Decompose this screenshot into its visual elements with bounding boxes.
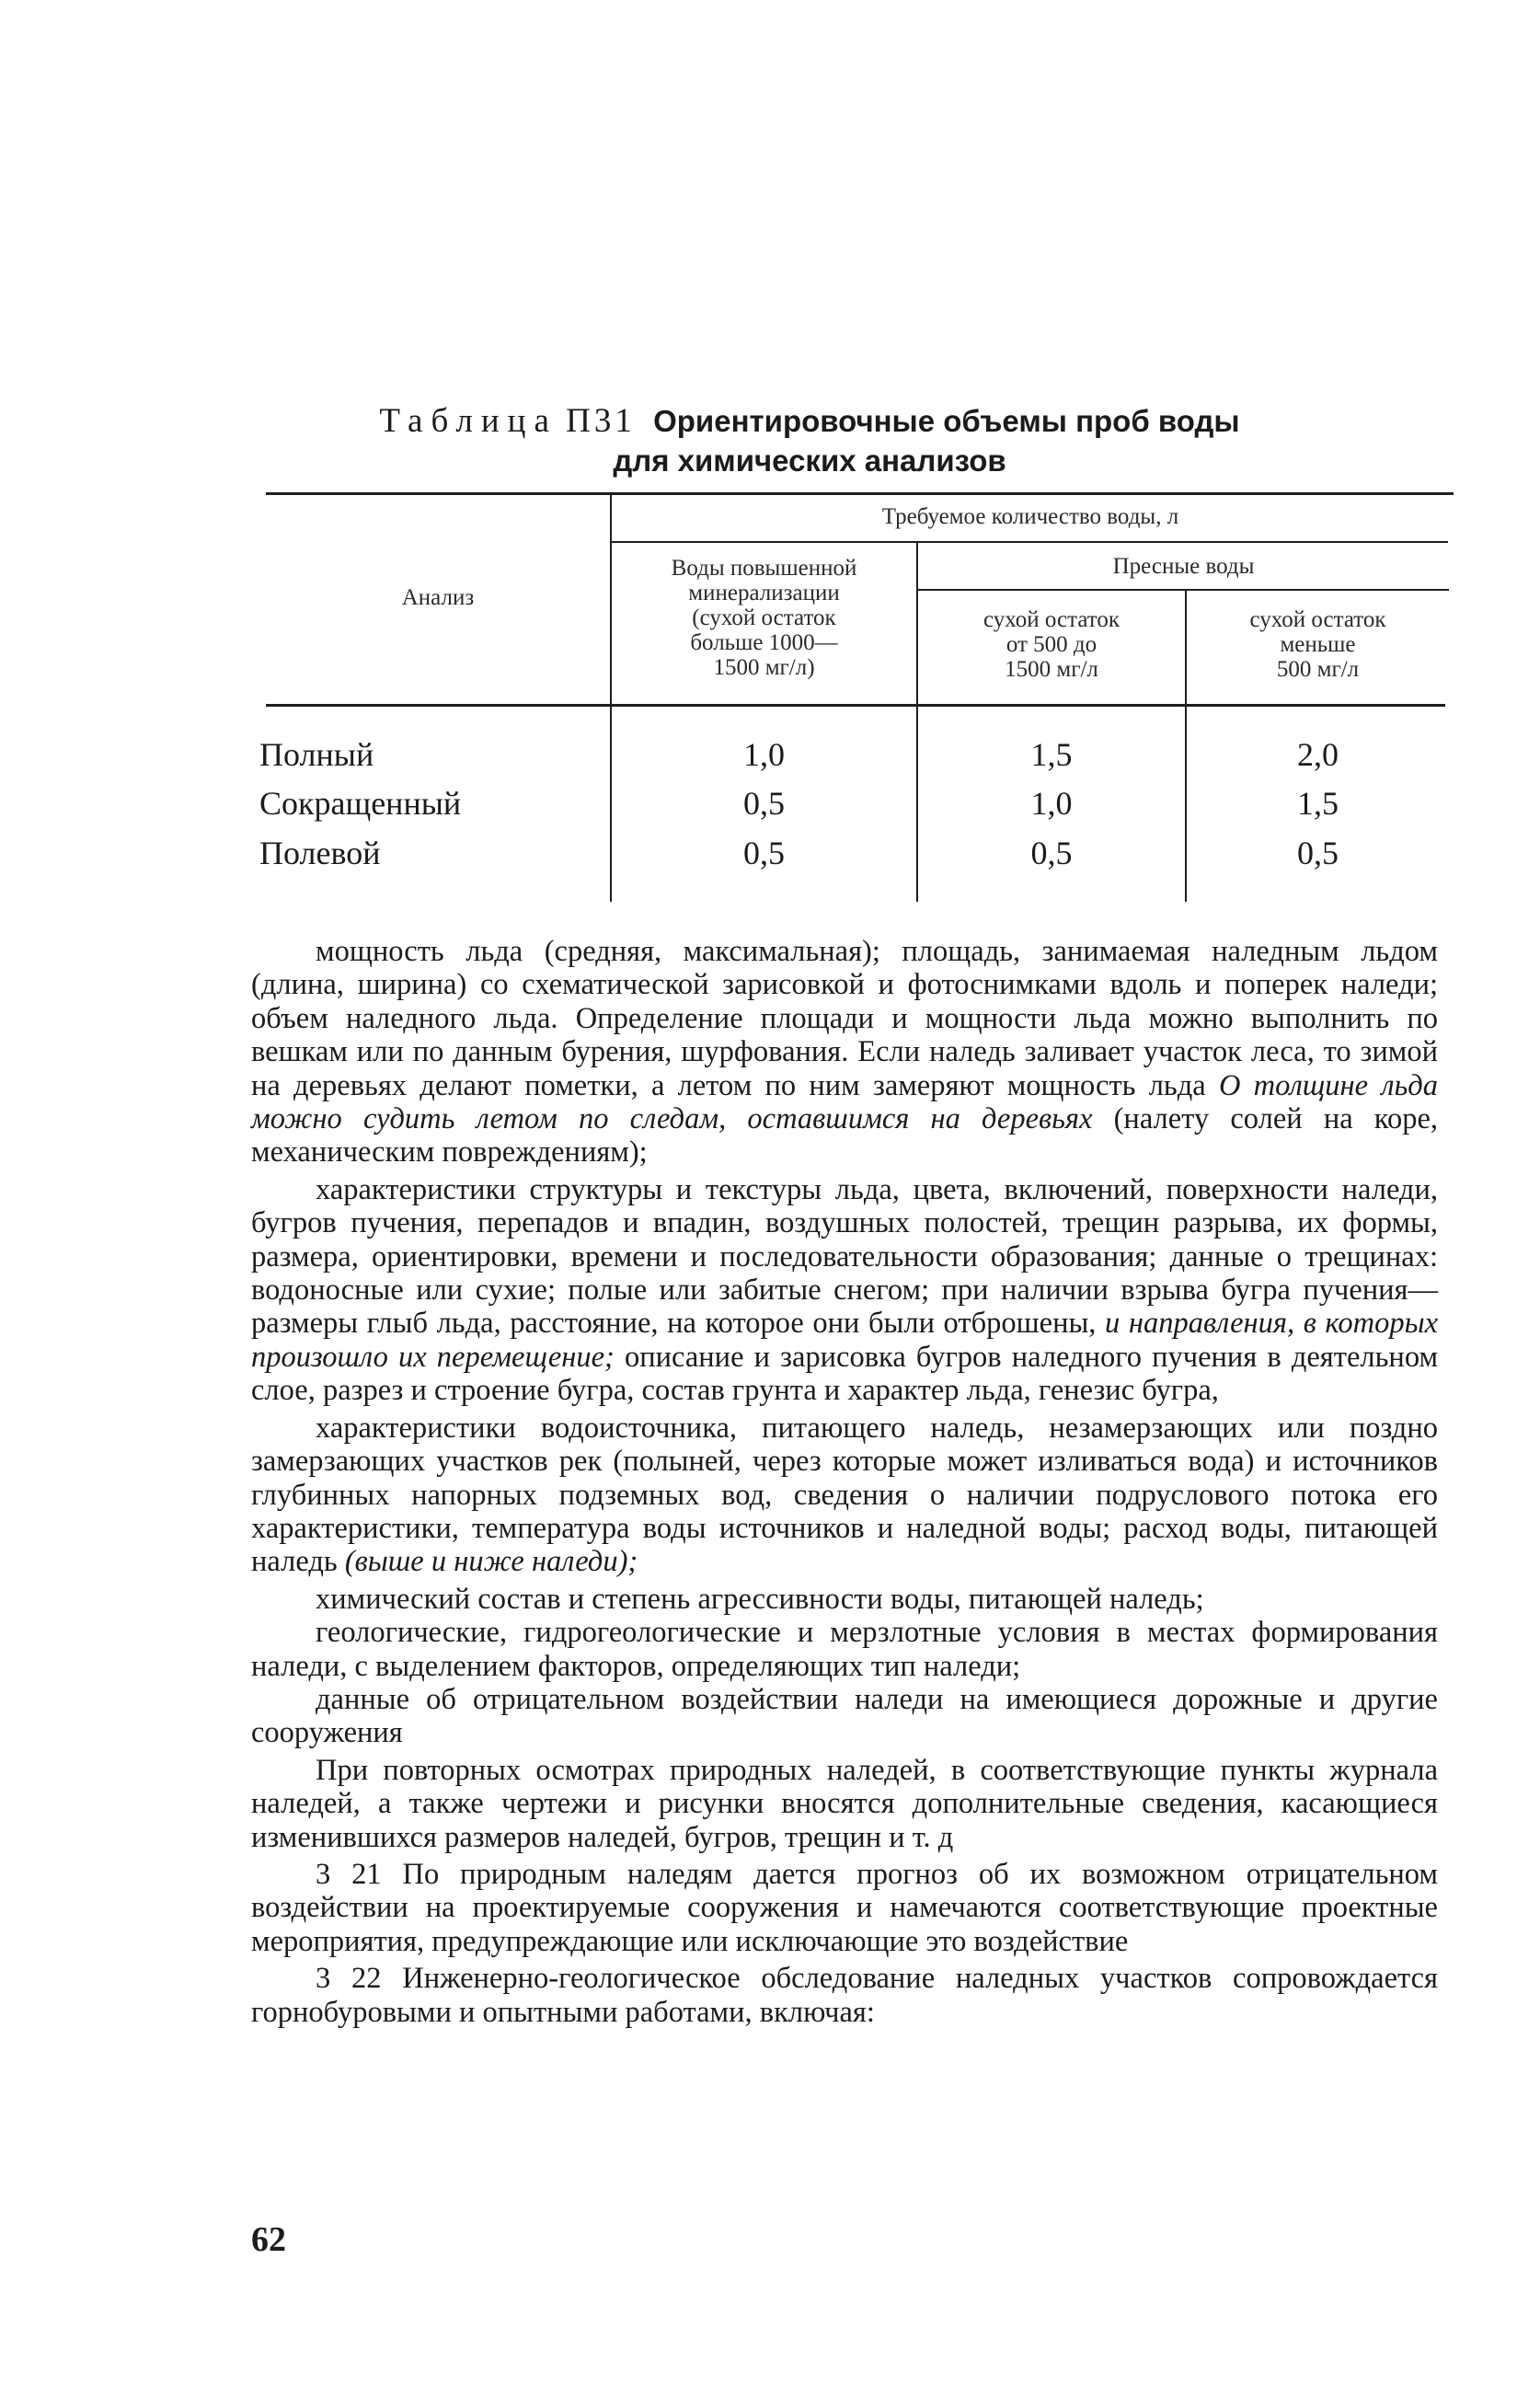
fresh-underline	[917, 589, 1449, 591]
row-label-reduced: Сокращенный	[259, 785, 462, 822]
paragraph-ice-thickness: мощность льда (средняя, максимальная); площадь, занимаемая наледным льдом (длина, ширина) со схематической зарисовкой и фотоснимками вдоль и поперек наледи; объем наледного льда. Определение площади и мощности льда можно выполнить по вешкам или по данным бурения, шурфования. Если наледь заливает участок леса, то зимой на деревьях делают пометки, а летом по ним замеряют мощность льда О толщине льда можно судить летом по следам, оставшимся на деревьях (налету солей на коре, механическим повреждениям);	[251, 935, 1438, 1170]
header-analysis: Анализ	[401, 585, 475, 610]
cell-reduced-mineralized: 0,5	[743, 785, 785, 822]
paragraph-chemistry: химический состав и степень агрессивности воды, питающей наледь;	[316, 1582, 1204, 1616]
page-number: 62	[251, 2220, 286, 2259]
row-label-full: Полный	[259, 736, 374, 773]
cell-full-fresh-low: 2,0	[1297, 736, 1339, 773]
header-mineralized: Воды повышенной минерализации (сухой остаток больше 1000— 1500 мг/л)	[671, 556, 857, 680]
cell-reduced-fresh-low: 1,5	[1297, 785, 1339, 822]
cell-field-fresh-mid: 0,5	[1030, 835, 1073, 871]
table-top-rule	[266, 492, 1454, 495]
caption-title-continuation: для химических анализов	[613, 444, 1006, 478]
table-caption	[248, 401, 1371, 480]
cell-full-mineralized: 1,0	[743, 736, 785, 773]
body-text	[251, 935, 1438, 2033]
header-fresh: Пресные воды	[1112, 554, 1255, 579]
paragraph-impact: данные об отрицательном воздействии наледи на имеющиеся дорожные и другие сооружения	[251, 1682, 1438, 1750]
paragraph-geology: геологические, гидрогеологические и мерзлотные условия в местах формирования наледи, с выделением факторов, определяющих тип наледи;	[251, 1616, 1438, 1683]
caption-number: П31	[566, 402, 636, 440]
caption-title: Ориентировочные объемы проб воды	[653, 404, 1240, 438]
paragraph-repeat-surveys: При повторных осмотрах природных наледей, в соответствующие пункты журнала наледей, а также чертежи и рисунки вносятся дополнительные сведения, касающиеся изменившихся размеров наледей, бугров, трещин и т. д	[251, 1753, 1438, 1854]
row-label-field: Полевой	[259, 835, 381, 871]
cell-field-mineralized: 0,5	[743, 835, 785, 871]
required-underline	[611, 541, 1448, 543]
caption-label: Таблица	[379, 402, 557, 440]
header-bottom-rule	[266, 704, 1445, 707]
header-required: Требуемое количество воды, л	[881, 504, 1179, 529]
paragraph-3-21: 3 21 По природным наледям дается прогноз об их возможном отрицательном воздействии на проектируемые сооружения и намечаются соответствующие проектные мероприятия, предупреждающие или исключающие это воздействие	[251, 1857, 1438, 1958]
paragraph-ice-structure: характеристики структуры и текстуры льда, цвета, включений, поверхности наледи, бугров пучения, перепадов и впадин, воздушных полостей, трещин разрыва, их формы, размера, ориентировки, времени и последовательности образования; данные о трещинах: водоносные или сухие; полые или забитые снегом; при наличии взрыва бугра пучения— размеры глыб льда, расстояние, на которое они были отброшены, и направления, в которых произошло их перемещение; описание и зарисовка бугров наледного пучения в деятельном слое, разрез и строение бугра, состав грунта и характер льда, генезис бугра,	[251, 1172, 1439, 1408]
cell-field-fresh-low: 0,5	[1297, 835, 1339, 871]
cell-reduced-fresh-mid: 1,0	[1030, 785, 1073, 822]
header-fresh-low: сухой остаток меньше 500 мг/л	[1249, 607, 1386, 682]
paragraph-3-22: 3 22 Инженерно-геологическое обследование наледных участков сопровождается горнобуровыми и опытными работами, включая:	[251, 1962, 1438, 2029]
paragraph-water-source: характеристики водоисточника, питающего наледь, незамерзающих или поздно замерзающих участков рек (полыней, через которые может изливаться вода) и источников глубинных напорных подземных вод, сведения о наличии подруслового потока его характеристики, температура воды источников и наледной воды; расход воды, питающей наледь (выше и ниже наледи);	[251, 1411, 1438, 1579]
header-fresh-mid: сухой остаток от 500 до 1500 мг/л	[983, 607, 1121, 682]
cell-full-fresh-mid: 1,5	[1030, 736, 1073, 773]
